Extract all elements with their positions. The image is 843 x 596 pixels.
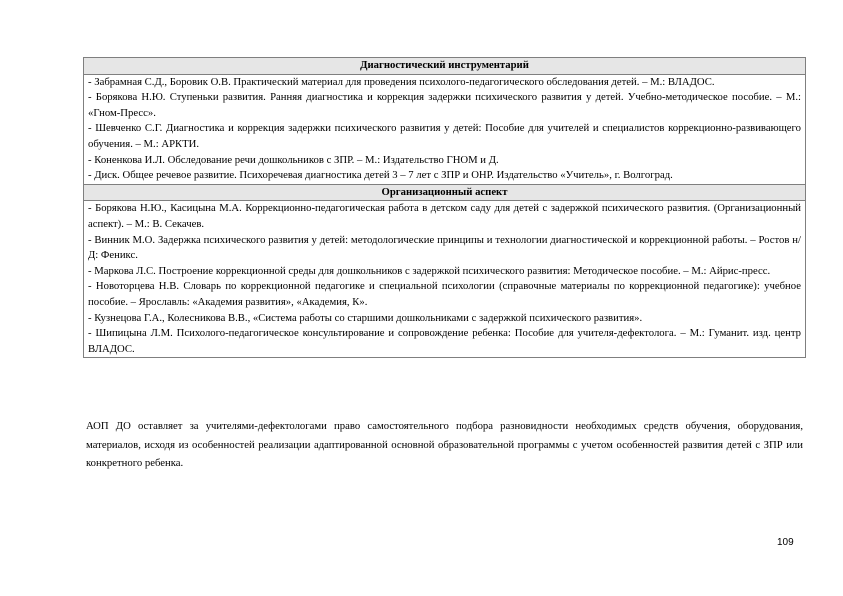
body-paragraph: АОП ДО оставляет за учителями-дефектологами право самостоятельного подбора разновидности необходимых средств обучения, оборудования, материалов, исходя из особенностей реализации адаптированной основной образовательной программы с учетом особенностей развития детей с ЗПР или конкретного ребенка. xyxy=(86,420,803,470)
page-number: 109 xyxy=(777,537,794,548)
list-item: - Шипицына Л.М. Психолого-педагогическое консультирование и сопровождение ребенка: Пособие для учителя-дефектолога. – М.: Гуманит. изд. центр ВЛАДОС. xyxy=(88,327,801,355)
section-body-diagnostic xyxy=(84,74,806,184)
section-heading-organizational: Организационный аспект xyxy=(84,184,806,201)
list-item: - Новоторцева Н.В. Словарь по коррекционной педагогике и специальной психологии (справочные материалы по коррекционной педагогике): учебное пособие. – Ярославль: «Академия развития», «Академия, К». xyxy=(88,280,801,308)
section-heading-diagnostic: Диагностический инструментарий xyxy=(84,58,806,75)
list-item: - Коненкова И.Л. Обследование речи дошкольников с ЗПР. – М.: Издательство ГНОМ и Д. xyxy=(88,153,499,166)
section-body-row xyxy=(84,74,806,184)
section-heading-row xyxy=(84,184,806,201)
list-item: - Маркова Л.С. Построение коррекционной среды для дошкольников с задержкой психического развития: Методическое пособие. – М.: Айрис-пресс. xyxy=(88,264,771,277)
list-item: - Винник М.О. Задержка психического развития у детей: методологические принципы и технологии диагностической и коррекционной работы. – Ростов н/Д: Феникс. xyxy=(88,233,801,262)
list-item: - Шевченко С.Г. Диагностика и коррекция задержки психического развития у детей: Пособие для учителей и специалистов коррекционно-развивающего обучения. – М.: АРКТИ. xyxy=(88,122,801,150)
section-body-organizational xyxy=(84,201,806,358)
references-table xyxy=(83,57,806,358)
list-item: - Забрамная С.Д., Боровик О.В. Практический материал для проведения психолого-педагогического обследования детей. – М.: ВЛАДОС. xyxy=(88,75,715,88)
list-item: - Борякова Н.Ю. Ступеньки развития. Ранняя диагностика и коррекция задержки психического развития у детей. Учебно-методическое пособие. – М.: «Гном-Пресс». xyxy=(88,91,801,119)
list-item: - Кузнецова Г.А., Колесникова В.В., «Система работы со старшими дошкольниками с задержкой психического развития». xyxy=(88,311,643,324)
section-heading-row xyxy=(84,58,806,75)
list-item: - Диск. Общее речевое развитие. Психоречевая диагностика детей 3 – 7 лет с ЗПР и ОНР. Издательство «Учитель», г. Волгоград. xyxy=(88,169,673,182)
section-body-row xyxy=(84,201,806,358)
list-item: - Борякова Н.Ю., Касицына М.А. Коррекционно-педагогическая работа в детском саду для детей с задержкой психического развития. (Организационный аспект). – М.: В. Секачев. xyxy=(88,202,801,230)
